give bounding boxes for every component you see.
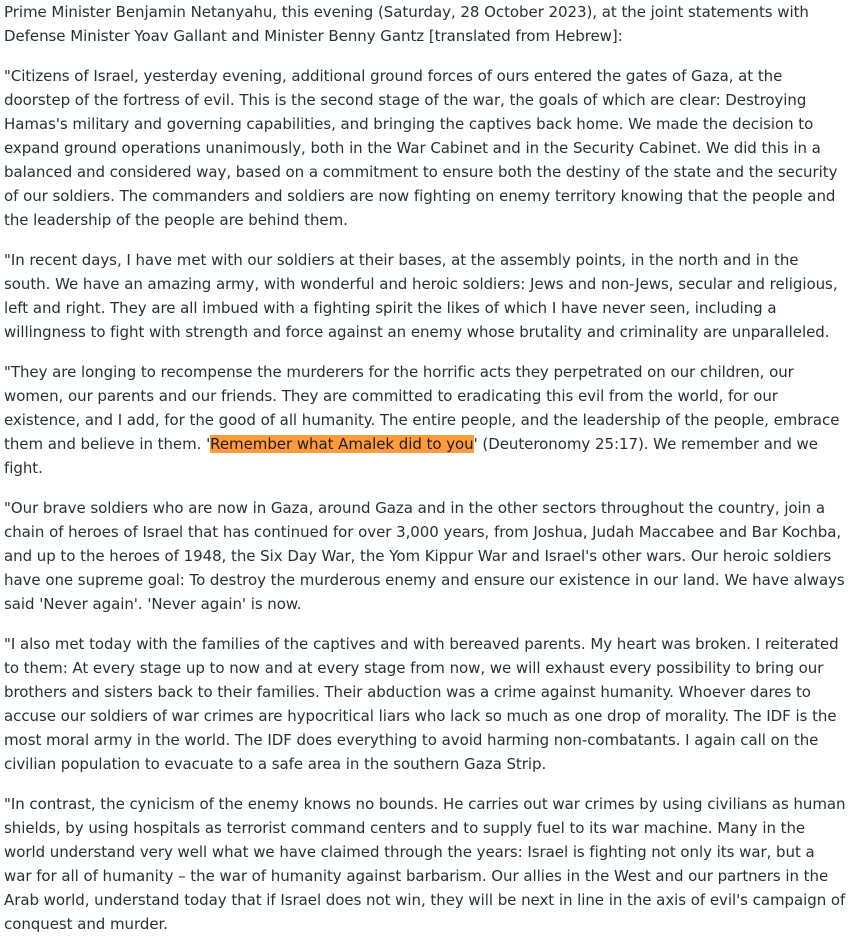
- paragraph-ground-forces: "Citizens of Israel, yesterday evening, additional ground forces of ours entered the gates of Gaza, at the doorstep of the fortress of evil. This is the second stage of the war, the goals of which are clear: Destroying Hamas's military and governing capabilities, and bringing the captives back home. We made the decision to expand ground operations unanimously, both in the War Cabinet and in the Security Cabinet. We did this in a balanced and considered way, based on a commitment to ensure both the destiny of the state and the security of our soldiers. The commanders and soldiers are now fighting on enemy territory knowing that the people and the leadership of the people are behind them.: [4, 67, 838, 229]
- highlighted-quote: Remember what Amalek did to you: [210, 435, 474, 453]
- paragraph-recompense: [4, 360, 846, 480]
- paragraph-enemy-cynicism: "In contrast, the cynicism of the enemy knows no bounds. He carries out war crimes by using civilians as human shields, by using hospitals as terrorist command centers and to supply fuel to its war machine. Many in the world understand very well what we have claimed through the years: Israel is fighting not only its war, but a war for all of humanity – the war of humanity against barbarism. Our allies in the West and our partners in the Arab world, understand today that if Israel does not win, they will be next in line in the axis of evil's campaign of conquest and murder.: [4, 795, 846, 933]
- intro-paragraph: Prime Minister Benjamin Netanyahu, this evening (Saturday, 28 October 2023), at the joint statements with Defense Minister Yoav Gallant and Minister Benny Gantz [translated from Hebrew]:: [4, 3, 809, 45]
- paragraph-recompense-before: "They are longing to recompense the murderers for the horrific acts they perpetrated on our children, our women, our parents and our friends. They are committed to eradicating this evil from the world, for our existence, and I add, for the good of all humanity. The entire people, and the leadership of the people, embrace them and believe in them. ': [4, 363, 840, 453]
- paragraph-recompense-after: ' (Deuteronomy 25:17). We remember and we fight.: [4, 435, 818, 477]
- paragraph-chain-of-heroes: "Our brave soldiers who are now in Gaza, around Gaza and in the other sectors throughout the country, join a chain of heroes of Israel that has continued for over 3,000 years, from Joshua, Judah Maccabee and Bar Kochba, and up to the heroes of 1948, the Six Day War, the Yom Kippur War and Israel's other wars. Our heroic soldiers have one supreme goal: To destroy the murderous enemy and ensure our existence in our land. We have always said 'Never again'. 'Never again' is now.: [4, 499, 845, 613]
- paragraph-soldiers-bases: "In recent days, I have met with our soldiers at their bases, at the assembly points, in the north and in the south. We have an amazing army, with wonderful and heroic soldiers: Jews and non-Jews, secular and religious, left and right. They are all imbued with a fighting spirit the likes of which I have never seen, including a willingness to fight with strength and force against an enemy whose brutality and criminality are unparalleled.: [4, 251, 838, 341]
- paragraph-captives-families: "I also met today with the families of the captives and with bereaved parents. My heart was broken. I reiterated to them: At every stage up to now and at every stage from now, we will exhaust every possibility to bring our brothers and sisters back to their families. Their abduction was a crime against humanity. Whoever dares to accuse our soldiers of war crimes are hypocritical liars who lack so much as one drop of morality. The IDF is the most moral army in the world. The IDF does everything to avoid harming non-combatants. I again call on the civilian population to evacuate to a safe area in the southern Gaza Strip.: [4, 635, 839, 773]
